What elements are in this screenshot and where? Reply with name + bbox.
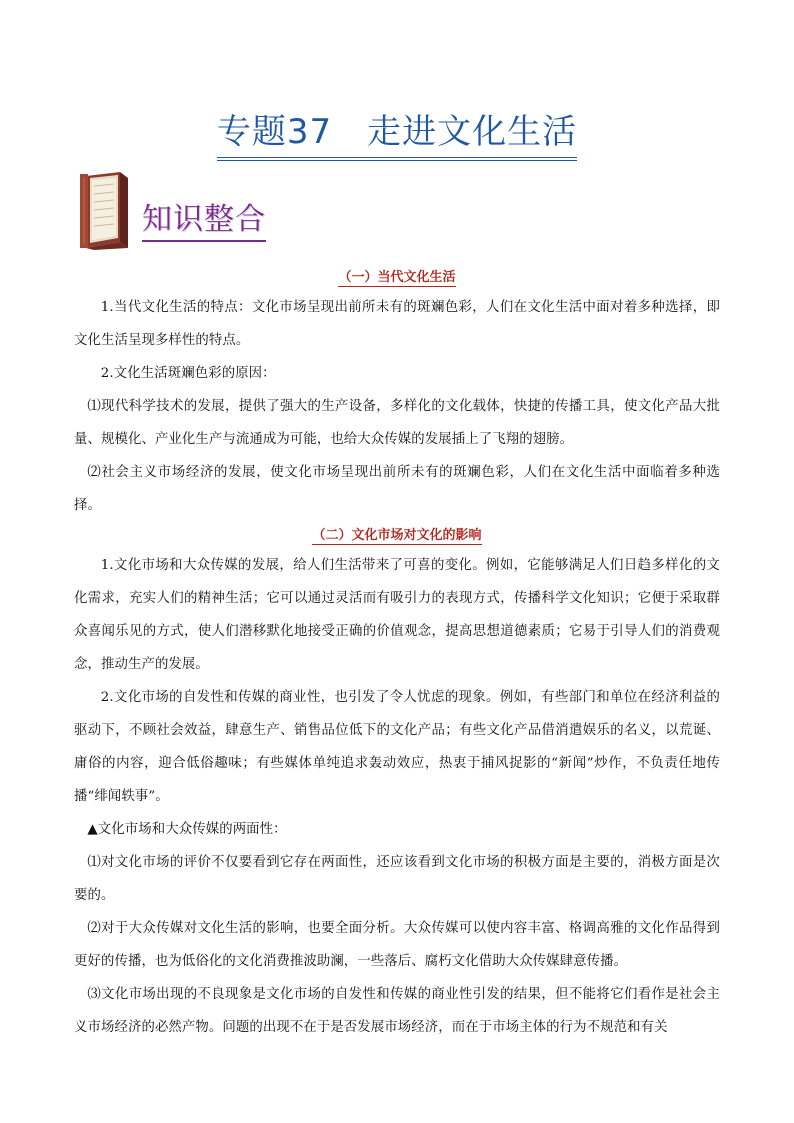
page-title-text: 专题37 走进文化生活 [217, 104, 577, 161]
paragraph: ▲文化市场和大众传媒的两面性： [87, 822, 287, 837]
banner-title: 知识整合 [142, 194, 266, 242]
paragraph: 2.文化生活斑斓色彩的原因： [100, 366, 276, 381]
section-heading-1: （一）当代文化生活 [338, 270, 456, 285]
paragraph: ⑵社会主义市场经济的发展，使文化市场呈现出前所未有的斑斓色彩，人们在文化生活中面临着多种选择。 [74, 465, 720, 513]
paragraph: 2.文化市场的自发性和传媒的商业性，也引发了令人忧虑的现象。例如，有些部门和单位在经济利益的驱动下，不顾社会效益，肆意生产、销售品位低下的文化产品；有些文化产品借消遣娱乐的名义，以荒诞、庸俗的内容，迎合低俗趣味；有些媒体单纯追求轰动效应，热衷于捕风捉影的“新闻”炒作，不负责任地传播“绯闻轶事”。 [74, 690, 720, 804]
paragraph: 1.文化市场和大众传媒的发展，给人们生活带来了可喜的变化。例如，它能够满足人们日趋多样化的文化需求，充实人们的精神生活；它可以通过灵活而有吸引力的表现方式，传播科学文化知识；它便于采取群众喜闻乐见的方式，使人们潜移默化地接受正确的价值观念，提高思想道德素质；它易于引导人们的消费观念，推动生产的发展。 [74, 558, 720, 672]
paragraph: ⑴现代科学技术的发展，提供了强大的生产设备，多样化的文化载体，快捷的传播工具，使文化产品大批量、规模化、产业化生产与流通成为可能，也给大众传媒的发展插上了飞翔的翅膀。 [74, 399, 720, 447]
paragraph: ⑵对于大众传媒对文化生活的影响，也要全面分析。大众传媒可以使内容丰富、格调高雅的文化作品得到更好的传播，也为低俗化的文化消费推波助澜，一些落后、腐朽文化借助大众传媒肆意传播。 [74, 921, 720, 969]
paragraph: ⑶文化市场出现的不良现象是文化市场的自发性和传媒的商业性引发的结果，但不能将它们看作是社会主义市场经济的必然产物。问题的出现不在于是否发展市场经济，而在于市场主体的行为不规范和有关 [74, 987, 720, 1035]
main-content [74, 264, 720, 1044]
page-title [0, 104, 794, 161]
paragraph: 1.当代文化生活的特点：文化市场呈现出前所未有的斑斓色彩，人们在文化生活中面对着多种选择，即文化生活呈现多样性的特点。 [74, 300, 720, 348]
section-heading-2: （二）文化市场对文化的影响 [312, 528, 482, 543]
section-banner [80, 172, 360, 252]
paragraph: ⑴对文化市场的评价不仅要看到它存在两面性，还应该看到文化市场的积极方面是主要的，消极方面是次要的。 [74, 855, 720, 903]
book-icon [80, 172, 132, 250]
